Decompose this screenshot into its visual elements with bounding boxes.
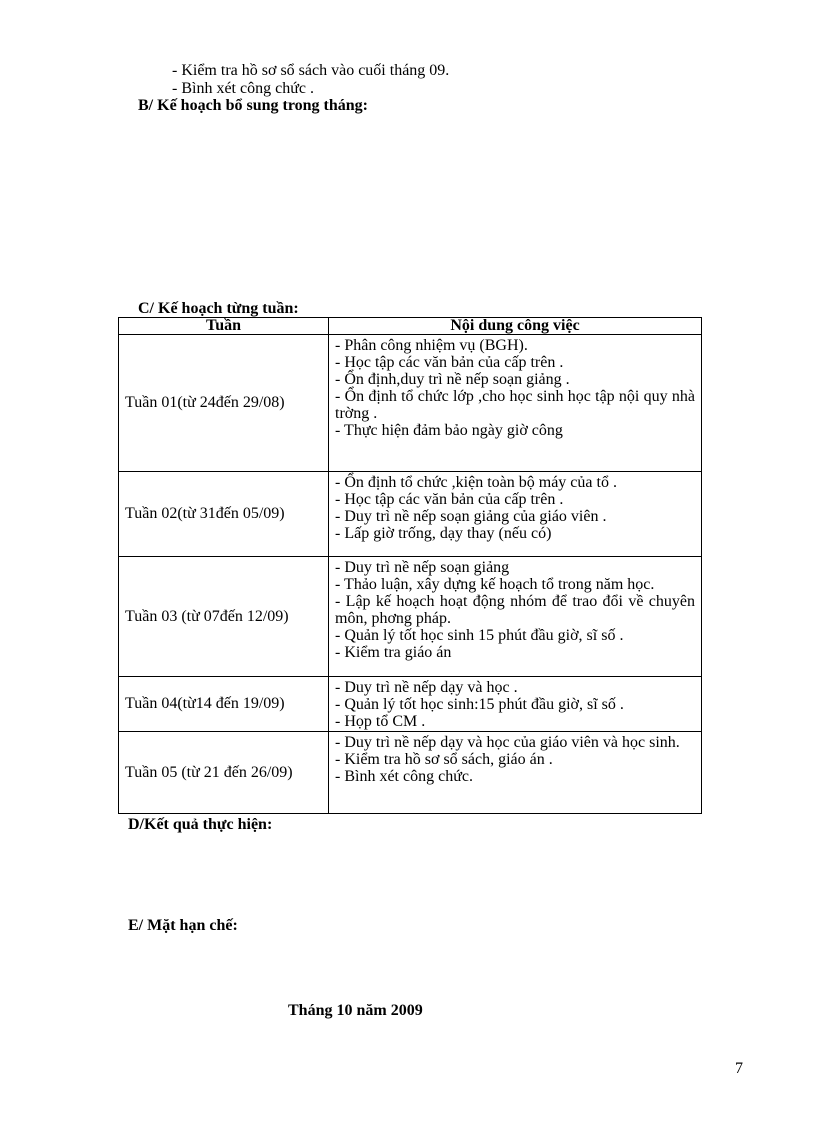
intro-item: - Bình xét công chức . [172, 80, 314, 97]
tasks-cell [329, 732, 702, 814]
task-item: - Kiểm tra hồ sơ sổ sách, giáo án . [335, 751, 553, 768]
task-item: - Học tập các văn bản của cấp trên . [335, 354, 564, 371]
intro-item: - Kiểm tra hồ sơ sổ sách vào cuối tháng 09. [172, 62, 450, 79]
table-row [119, 732, 702, 814]
week-cell: Tuần 02(từ 31đến 05/09) [119, 472, 329, 557]
task-item: - Quản lý tốt học sinh 15 phút đầu giờ, sĩ số . [335, 627, 624, 644]
task-item: - Quản lý tốt học sinh:15 phút đầu giờ, sĩ số . [335, 696, 624, 713]
table-row [119, 472, 702, 557]
weekly-plan-table [118, 317, 702, 814]
task-item: - Thảo luận, xây dựng kế hoạch tổ trong năm học. [335, 576, 655, 593]
section-c-heading: C/ Kế hoạch từng tuần: [138, 300, 299, 317]
week-cell: Tuần 05 (từ 21 đến 26/09) [119, 732, 329, 814]
month-heading: Tháng 10 năm 2009 [288, 1002, 423, 1019]
tasks-cell [329, 677, 702, 732]
week-cell: Tuần 01(từ 24đến 29/08) [119, 335, 329, 472]
task-item: - Ổn định,duy trì nề nếp soạn giảng . [335, 371, 570, 388]
tasks-cell [329, 557, 702, 677]
section-b-heading: B/ Kế hoạch bổ sung trong tháng: [138, 97, 368, 114]
task-item: - Họp tổ CM . [335, 713, 426, 730]
task-item: - Duy trì nề nếp soạn giảng [335, 559, 510, 576]
week-cell: Tuần 03 (từ 07đến 12/09) [119, 557, 329, 677]
page-number: 7 [735, 1060, 743, 1077]
table-row [119, 677, 702, 732]
table-header-row [119, 318, 702, 335]
task-item: - Phân công nhiệm vụ (BGH). [335, 337, 528, 354]
table-row [119, 335, 702, 472]
table-row [119, 557, 702, 677]
task-item: - Thực hiện đảm bảo ngày giờ công [335, 422, 563, 439]
task-item: - Duy trì nề nếp dạy và học của giáo viên và học sinh. [335, 734, 680, 751]
task-item: - Lấp giờ trống, dạy thay (nếu có) [335, 525, 552, 542]
header-week: Tuần [119, 318, 329, 335]
tasks-cell [329, 472, 702, 557]
tasks-cell [329, 335, 702, 472]
task-item: - Ổn định tổ chức lớp ,cho học sinh học tập nội quy nhà trờng . [335, 388, 695, 422]
week-cell: Tuần 04(từ14 đến 19/09) [119, 677, 329, 732]
task-item: - Kiểm tra giáo án [335, 644, 452, 661]
section-d-heading: D/Kết quả thực hiện: [128, 816, 273, 833]
task-item: - Bình xét công chức. [335, 768, 473, 785]
task-item: - Lập kế hoạch hoạt động nhóm để trao đổi về chuyên môn, phơng pháp. [335, 593, 695, 627]
task-item: - Duy trì nề nếp soạn giảng của giáo viên . [335, 508, 607, 525]
task-item: - Học tập các văn bản của cấp trên . [335, 491, 564, 508]
header-tasks: Nội dung công việc [329, 318, 702, 335]
task-item: - Duy trì nề nếp dạy và học . [335, 679, 518, 696]
task-item: - Ổn định tổ chức ,kiện toàn bộ máy của tổ . [335, 474, 617, 491]
section-e-heading: E/ Mặt hạn chế: [128, 917, 238, 934]
